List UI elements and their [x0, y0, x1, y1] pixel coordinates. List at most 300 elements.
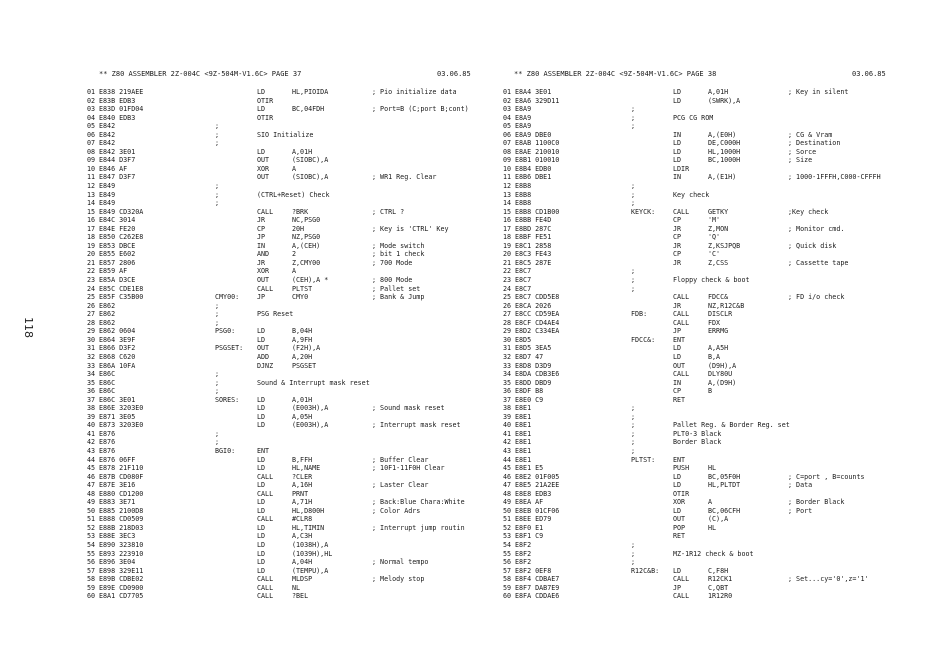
listing-row: [503, 242, 923, 251]
source-label: ;: [215, 429, 220, 438]
line-number: 39: [87, 412, 96, 421]
listing-row: [87, 97, 507, 106]
mnemonic: CALL: [673, 592, 690, 601]
address-code: E8DD DBD9: [515, 378, 552, 387]
listing-row: [503, 208, 923, 217]
line-number: 56: [503, 558, 512, 567]
source-label: BGI0:: [215, 446, 236, 455]
operand: BC,1000H: [708, 156, 741, 165]
line-number: 44: [87, 455, 96, 464]
listing-row: [87, 532, 507, 541]
operand: (SIOBC),A: [292, 173, 329, 182]
line-number: 17: [503, 224, 512, 233]
address-code: E8BF FE51: [515, 233, 552, 242]
line-number: 40: [87, 421, 96, 430]
source-label: PLTST:: [631, 455, 656, 464]
address-code: E8D2 C334EA: [515, 327, 560, 336]
mnemonic: CP: [673, 233, 682, 242]
address-code: E87E 3E16: [99, 481, 136, 490]
source-label: ;: [631, 122, 636, 131]
listing-row: [87, 131, 507, 140]
address-code: E8C7 CDD5E8: [515, 293, 560, 302]
line-number: 46: [87, 472, 96, 481]
line-number: 32: [87, 352, 96, 361]
address-code: E88B 218D03: [99, 523, 144, 532]
address-code: E8AB 1100C0: [515, 139, 560, 148]
operand: B,A: [708, 352, 721, 361]
right-page-title: ** Z80 ASSEMBLER 2Z-004C <9Z-504M-V1.6C> PAGE 38: [514, 70, 717, 78]
listing-row: [87, 122, 507, 131]
line-number: 41: [87, 429, 96, 438]
listing-row: [503, 182, 923, 191]
listing-row: [503, 558, 923, 567]
operand: ?BEL: [292, 592, 309, 601]
mnemonic: SIO Initialize: [257, 130, 314, 139]
address-code: E883 3E71: [99, 498, 136, 507]
address-code: E8BB FE4D: [515, 216, 552, 225]
address-code: E885 2100D8: [99, 506, 144, 515]
listing-row: [503, 456, 923, 465]
line-number: 02: [503, 96, 512, 105]
listing-row: [503, 532, 923, 541]
address-code: E8EA AF: [515, 498, 544, 507]
mnemonic: LDIR: [673, 164, 690, 173]
source-label: ;: [215, 182, 220, 191]
operand: A: [708, 498, 713, 507]
mnemonic: JR: [673, 241, 682, 250]
mnemonic: JP: [673, 327, 682, 336]
mnemonic: CALL: [673, 575, 690, 584]
address-code: E8C7: [515, 276, 532, 285]
listing-row: [87, 139, 507, 148]
operand: R12CK1: [708, 575, 733, 584]
mnemonic: Floppy check & boot: [673, 276, 750, 285]
line-number: 57: [87, 566, 96, 575]
line-number: 53: [87, 532, 96, 541]
line-number: 25: [503, 293, 512, 302]
mnemonic: LD: [257, 498, 266, 507]
address-code: E8F0 E1: [515, 523, 544, 532]
mnemonic: PCG CG ROM: [673, 113, 714, 122]
line-number: 12: [87, 182, 96, 191]
address-code: E8E1 E5: [515, 464, 544, 473]
address-code: E840 EDB3: [99, 113, 136, 122]
listing-row: [87, 430, 507, 439]
line-number: 02: [87, 96, 96, 105]
comment: ; Interrupt mask reset: [372, 421, 461, 430]
address-code: E8EB 01CF06: [515, 506, 560, 515]
address-code: E849: [99, 190, 116, 199]
address-code: E8E1: [515, 404, 532, 413]
listing-row: [87, 148, 507, 157]
mnemonic: CALL: [257, 515, 274, 524]
comment: ; 800 Mode: [372, 276, 413, 285]
line-number: 09: [503, 156, 512, 165]
line-number: 05: [503, 122, 512, 131]
line-number: 50: [87, 506, 96, 515]
listing-row: [87, 302, 507, 311]
line-number: 44: [503, 455, 512, 464]
mnemonic: POP: [673, 523, 686, 532]
address-code: E8F2 0EF8: [515, 566, 552, 575]
comment: ; Laster Clear: [372, 481, 429, 490]
line-number: 15: [87, 207, 96, 216]
listing-row: [503, 464, 923, 473]
listing-row: [503, 396, 923, 405]
mnemonic: LD: [257, 566, 266, 575]
line-number: 31: [503, 344, 512, 353]
source-label: CMY00:: [215, 293, 240, 302]
line-number: 10: [87, 164, 96, 173]
operand: (1039H),HL: [292, 549, 333, 558]
source-label: ;: [631, 267, 636, 276]
operand: B,04H: [292, 327, 313, 336]
listing-row: [87, 233, 507, 242]
operand: ERRMG: [708, 327, 729, 336]
operand: A: [292, 164, 297, 173]
mnemonic: IN: [673, 130, 682, 139]
mnemonic: LD: [257, 412, 266, 421]
page-side-number: 118: [22, 317, 35, 338]
mnemonic: LD: [257, 335, 266, 344]
mnemonic: LD: [257, 523, 266, 532]
operand: NZ,PSG0: [292, 233, 321, 242]
address-code: E866 D3F2: [99, 344, 136, 353]
operand: A,71H: [292, 498, 313, 507]
line-number: 55: [87, 549, 96, 558]
line-number: 35: [87, 378, 96, 387]
mnemonic: CP: [673, 387, 682, 396]
operand: BC,04FDH: [292, 105, 325, 114]
mnemonic: ENT: [673, 455, 686, 464]
listing-row: [503, 310, 923, 319]
mnemonic: CALL: [673, 318, 690, 327]
operand: A,16H: [292, 481, 313, 490]
mnemonic: LD: [673, 88, 682, 96]
address-code: E86C: [99, 387, 116, 396]
operand: #CLR8: [292, 515, 313, 524]
line-number: 42: [503, 438, 512, 447]
mnemonic: JP: [257, 293, 266, 302]
line-number: 11: [503, 173, 512, 182]
address-code: E8CC CD59EA: [515, 310, 560, 319]
address-code: E8F4 CDBAE7: [515, 575, 560, 584]
line-number: 04: [87, 113, 96, 122]
listing-row: [87, 199, 507, 208]
address-code: E8EE ED79: [515, 515, 552, 524]
listing-row: [503, 550, 923, 559]
listing-row: [503, 567, 923, 576]
address-code: E842: [99, 130, 116, 139]
listing-row: [87, 285, 507, 294]
source-label: FDCC&:: [631, 335, 656, 344]
address-code: E8E5 21A2EE: [515, 481, 560, 490]
mnemonic: LD: [257, 540, 266, 549]
line-number: 35: [503, 378, 512, 387]
address-code: E8A1 CD7705: [99, 592, 144, 601]
address-code: E8E0 C9: [515, 395, 544, 404]
source-label: ;: [215, 438, 220, 447]
line-number: 32: [503, 352, 512, 361]
line-number: 43: [503, 446, 512, 455]
mnemonic: OTIR: [257, 113, 274, 122]
listing-row: [87, 336, 507, 345]
line-number: 36: [87, 387, 96, 396]
mnemonic: PUSH: [673, 464, 690, 473]
comment: ; Quick disk: [788, 241, 837, 250]
address-code: E862 0604: [99, 327, 136, 336]
listing-row: [503, 430, 923, 439]
line-number: 11: [87, 173, 96, 182]
mnemonic: OUT: [673, 515, 686, 524]
listing-row: [503, 515, 923, 524]
source-label: ;: [631, 438, 636, 447]
address-code: E862: [99, 301, 116, 310]
source-label: ;: [631, 558, 636, 567]
address-code: E850 C262E8: [99, 233, 144, 242]
operand: A,01H: [292, 147, 313, 156]
operand: A,(D9H): [708, 378, 737, 387]
listing-row: [87, 165, 507, 174]
comment: ; FD i/o check: [788, 293, 845, 302]
operand: A,A5H: [708, 344, 729, 353]
listing-row: [503, 156, 923, 165]
line-number: 38: [87, 404, 96, 413]
operand: 2: [292, 250, 297, 259]
listing-row: [87, 507, 507, 516]
address-code: E8CF CD4AE4: [515, 318, 560, 327]
listing-row: [503, 327, 923, 336]
line-number: 12: [503, 182, 512, 191]
listing-row: [87, 404, 507, 413]
source-label: SORES:: [215, 395, 240, 404]
left-listing: [87, 88, 507, 601]
operand: A,(E1H): [708, 173, 737, 182]
line-number: 59: [503, 583, 512, 592]
comment: ; Back:Blue Chara:White: [372, 498, 465, 507]
comment: ; CG & Vram: [788, 130, 833, 139]
comment: ; Data: [788, 481, 813, 490]
line-number: 52: [87, 523, 96, 532]
line-number: 52: [503, 523, 512, 532]
listing-row: [503, 191, 923, 200]
line-number: 29: [87, 327, 96, 336]
mnemonic: RET: [673, 532, 686, 541]
address-code: E862: [99, 310, 116, 319]
source-label: ;: [631, 199, 636, 208]
source-label: PSGSET:: [215, 344, 244, 353]
comment: ; Interrupt jump routin: [372, 523, 465, 532]
listing-row: [503, 165, 923, 174]
operand: ?BRK: [292, 207, 309, 216]
operand: (SWRK),A: [708, 96, 741, 105]
operand: DLY80U: [708, 370, 733, 379]
line-number: 43: [87, 446, 96, 455]
mnemonic: LD: [257, 481, 266, 490]
source-label: PSG0:: [215, 327, 236, 336]
operand: A,(E0H): [708, 130, 737, 139]
address-code: E8B8 CD1B00: [515, 207, 560, 216]
address-code: E86E 3203E0: [99, 404, 144, 413]
line-number: 54: [87, 540, 96, 549]
mnemonic: OTIR: [673, 489, 690, 498]
line-number: 48: [87, 489, 96, 498]
line-number: 01: [87, 88, 96, 96]
line-number: 48: [503, 489, 512, 498]
operand: FDX: [708, 318, 721, 327]
source-label: ;: [631, 421, 636, 430]
address-code: E86A 10FA: [99, 361, 136, 370]
listing-row: [87, 191, 507, 200]
address-code: E8A4 3E01: [515, 88, 552, 96]
line-number: 22: [503, 267, 512, 276]
line-number: 37: [87, 395, 96, 404]
line-number: 23: [87, 276, 96, 285]
line-number: 13: [503, 190, 512, 199]
source-label: ;: [631, 113, 636, 122]
right-listing: [503, 88, 923, 601]
line-number: 39: [503, 412, 512, 421]
mnemonic: CALL: [673, 310, 690, 319]
address-code: E888 CD0509: [99, 515, 144, 524]
listing-row: [87, 413, 507, 422]
address-code: E8C7: [515, 284, 532, 293]
source-label: ;: [631, 446, 636, 455]
line-number: 26: [87, 301, 96, 310]
listing-row: [503, 362, 923, 371]
line-number: 01: [503, 88, 512, 96]
listing-row: [503, 584, 923, 593]
comment: ; Port: [788, 506, 813, 515]
mnemonic: LD: [673, 139, 682, 148]
line-number: 28: [87, 318, 96, 327]
address-code: E87B CD080F: [99, 472, 144, 481]
listing-row: [503, 225, 923, 234]
comment: ; Cassette tape: [788, 258, 849, 267]
address-code: E8B8: [515, 190, 532, 199]
operand: A: [292, 267, 297, 276]
line-number: 09: [87, 156, 96, 165]
comment: ; Destination: [788, 139, 841, 148]
source-label: ;: [215, 370, 220, 379]
mnemonic: JR: [673, 224, 682, 233]
source-label: ;: [215, 378, 220, 387]
address-code: E842: [99, 139, 116, 148]
operand: (D9H),A: [708, 361, 737, 370]
left-page-date: 03.06.85: [437, 70, 471, 78]
mnemonic: LD: [257, 558, 266, 567]
mnemonic: ENT: [673, 335, 686, 344]
line-number: 25: [87, 293, 96, 302]
address-code: E84E FE20: [99, 224, 136, 233]
listing-row: [87, 447, 507, 456]
listing-row: [503, 131, 923, 140]
mnemonic: OUT: [257, 276, 270, 285]
mnemonic: LD: [257, 88, 266, 96]
line-number: 10: [503, 164, 512, 173]
mnemonic: IN: [673, 173, 682, 182]
mnemonic: OUT: [257, 156, 270, 165]
operand: MLDSP: [292, 575, 313, 584]
source-label: ;: [631, 190, 636, 199]
listing-row: [87, 481, 507, 490]
listing-row: [503, 173, 923, 182]
address-code: E842: [99, 122, 116, 131]
address-code: E85C CDE1E8: [99, 284, 144, 293]
line-number: 38: [503, 404, 512, 413]
operand: 'Q': [708, 233, 721, 242]
operand: PRNT: [292, 489, 309, 498]
address-code: E847 D3F7: [99, 173, 136, 182]
listing-row: [503, 498, 923, 507]
mnemonic: CALL: [257, 489, 274, 498]
line-number: 23: [503, 276, 512, 285]
line-number: 27: [87, 310, 96, 319]
mnemonic: ADD: [257, 352, 270, 361]
line-number: 30: [87, 335, 96, 344]
operand: A,01H: [292, 395, 313, 404]
listing-row: [503, 105, 923, 114]
listing-row: [87, 379, 507, 388]
listing-row: [503, 199, 923, 208]
mnemonic: LD: [673, 566, 682, 575]
operand: Z,CSS: [708, 258, 729, 267]
listing-row: [87, 396, 507, 405]
address-code: E8B8: [515, 199, 532, 208]
operand: NZ,R12C&B: [708, 301, 745, 310]
operand: (C),A: [708, 515, 729, 524]
address-code: E86C 3E01: [99, 395, 136, 404]
source-label: ;: [215, 190, 220, 199]
listing-row: [87, 464, 507, 473]
address-code: E86C: [99, 378, 116, 387]
mnemonic: CALL: [673, 207, 690, 216]
line-number: 08: [87, 147, 96, 156]
line-number: 06: [503, 130, 512, 139]
listing-row: [503, 88, 923, 97]
address-code: E8A9: [515, 105, 532, 114]
operand: BC,06CFH: [708, 506, 741, 515]
line-number: 57: [503, 566, 512, 575]
listing-row: [87, 362, 507, 371]
line-number: 34: [503, 370, 512, 379]
listing-row: [503, 575, 923, 584]
source-label: ;: [215, 130, 220, 139]
mnemonic: Key check: [673, 190, 710, 199]
line-number: 49: [503, 498, 512, 507]
address-code: E88E 3EC3: [99, 532, 136, 541]
listing-row: [87, 498, 507, 507]
source-label: ;: [215, 122, 220, 131]
address-code: E878 21F110: [99, 464, 144, 473]
address-code: E8CA 2026: [515, 301, 552, 310]
address-code: E876: [99, 429, 116, 438]
mnemonic: CALL: [257, 284, 274, 293]
line-number: 07: [503, 139, 512, 148]
line-number: 18: [503, 233, 512, 242]
address-code: E849: [99, 199, 116, 208]
mnemonic: CALL: [257, 575, 274, 584]
listing-row: [503, 481, 923, 490]
operand: 'M': [708, 216, 721, 225]
address-code: E8E1: [515, 412, 532, 421]
address-code: E8F7 DAB7E9: [515, 583, 560, 592]
address-code: E8A9: [515, 113, 532, 122]
left-page-title: ** Z80 ASSEMBLER 2Z-004C <9Z-504M-V1.6C> PAGE 37: [99, 70, 302, 78]
address-code: E83D 01FD04: [99, 105, 144, 114]
mnemonic: CALL: [257, 207, 274, 216]
address-code: E8C1 2858: [515, 241, 552, 250]
